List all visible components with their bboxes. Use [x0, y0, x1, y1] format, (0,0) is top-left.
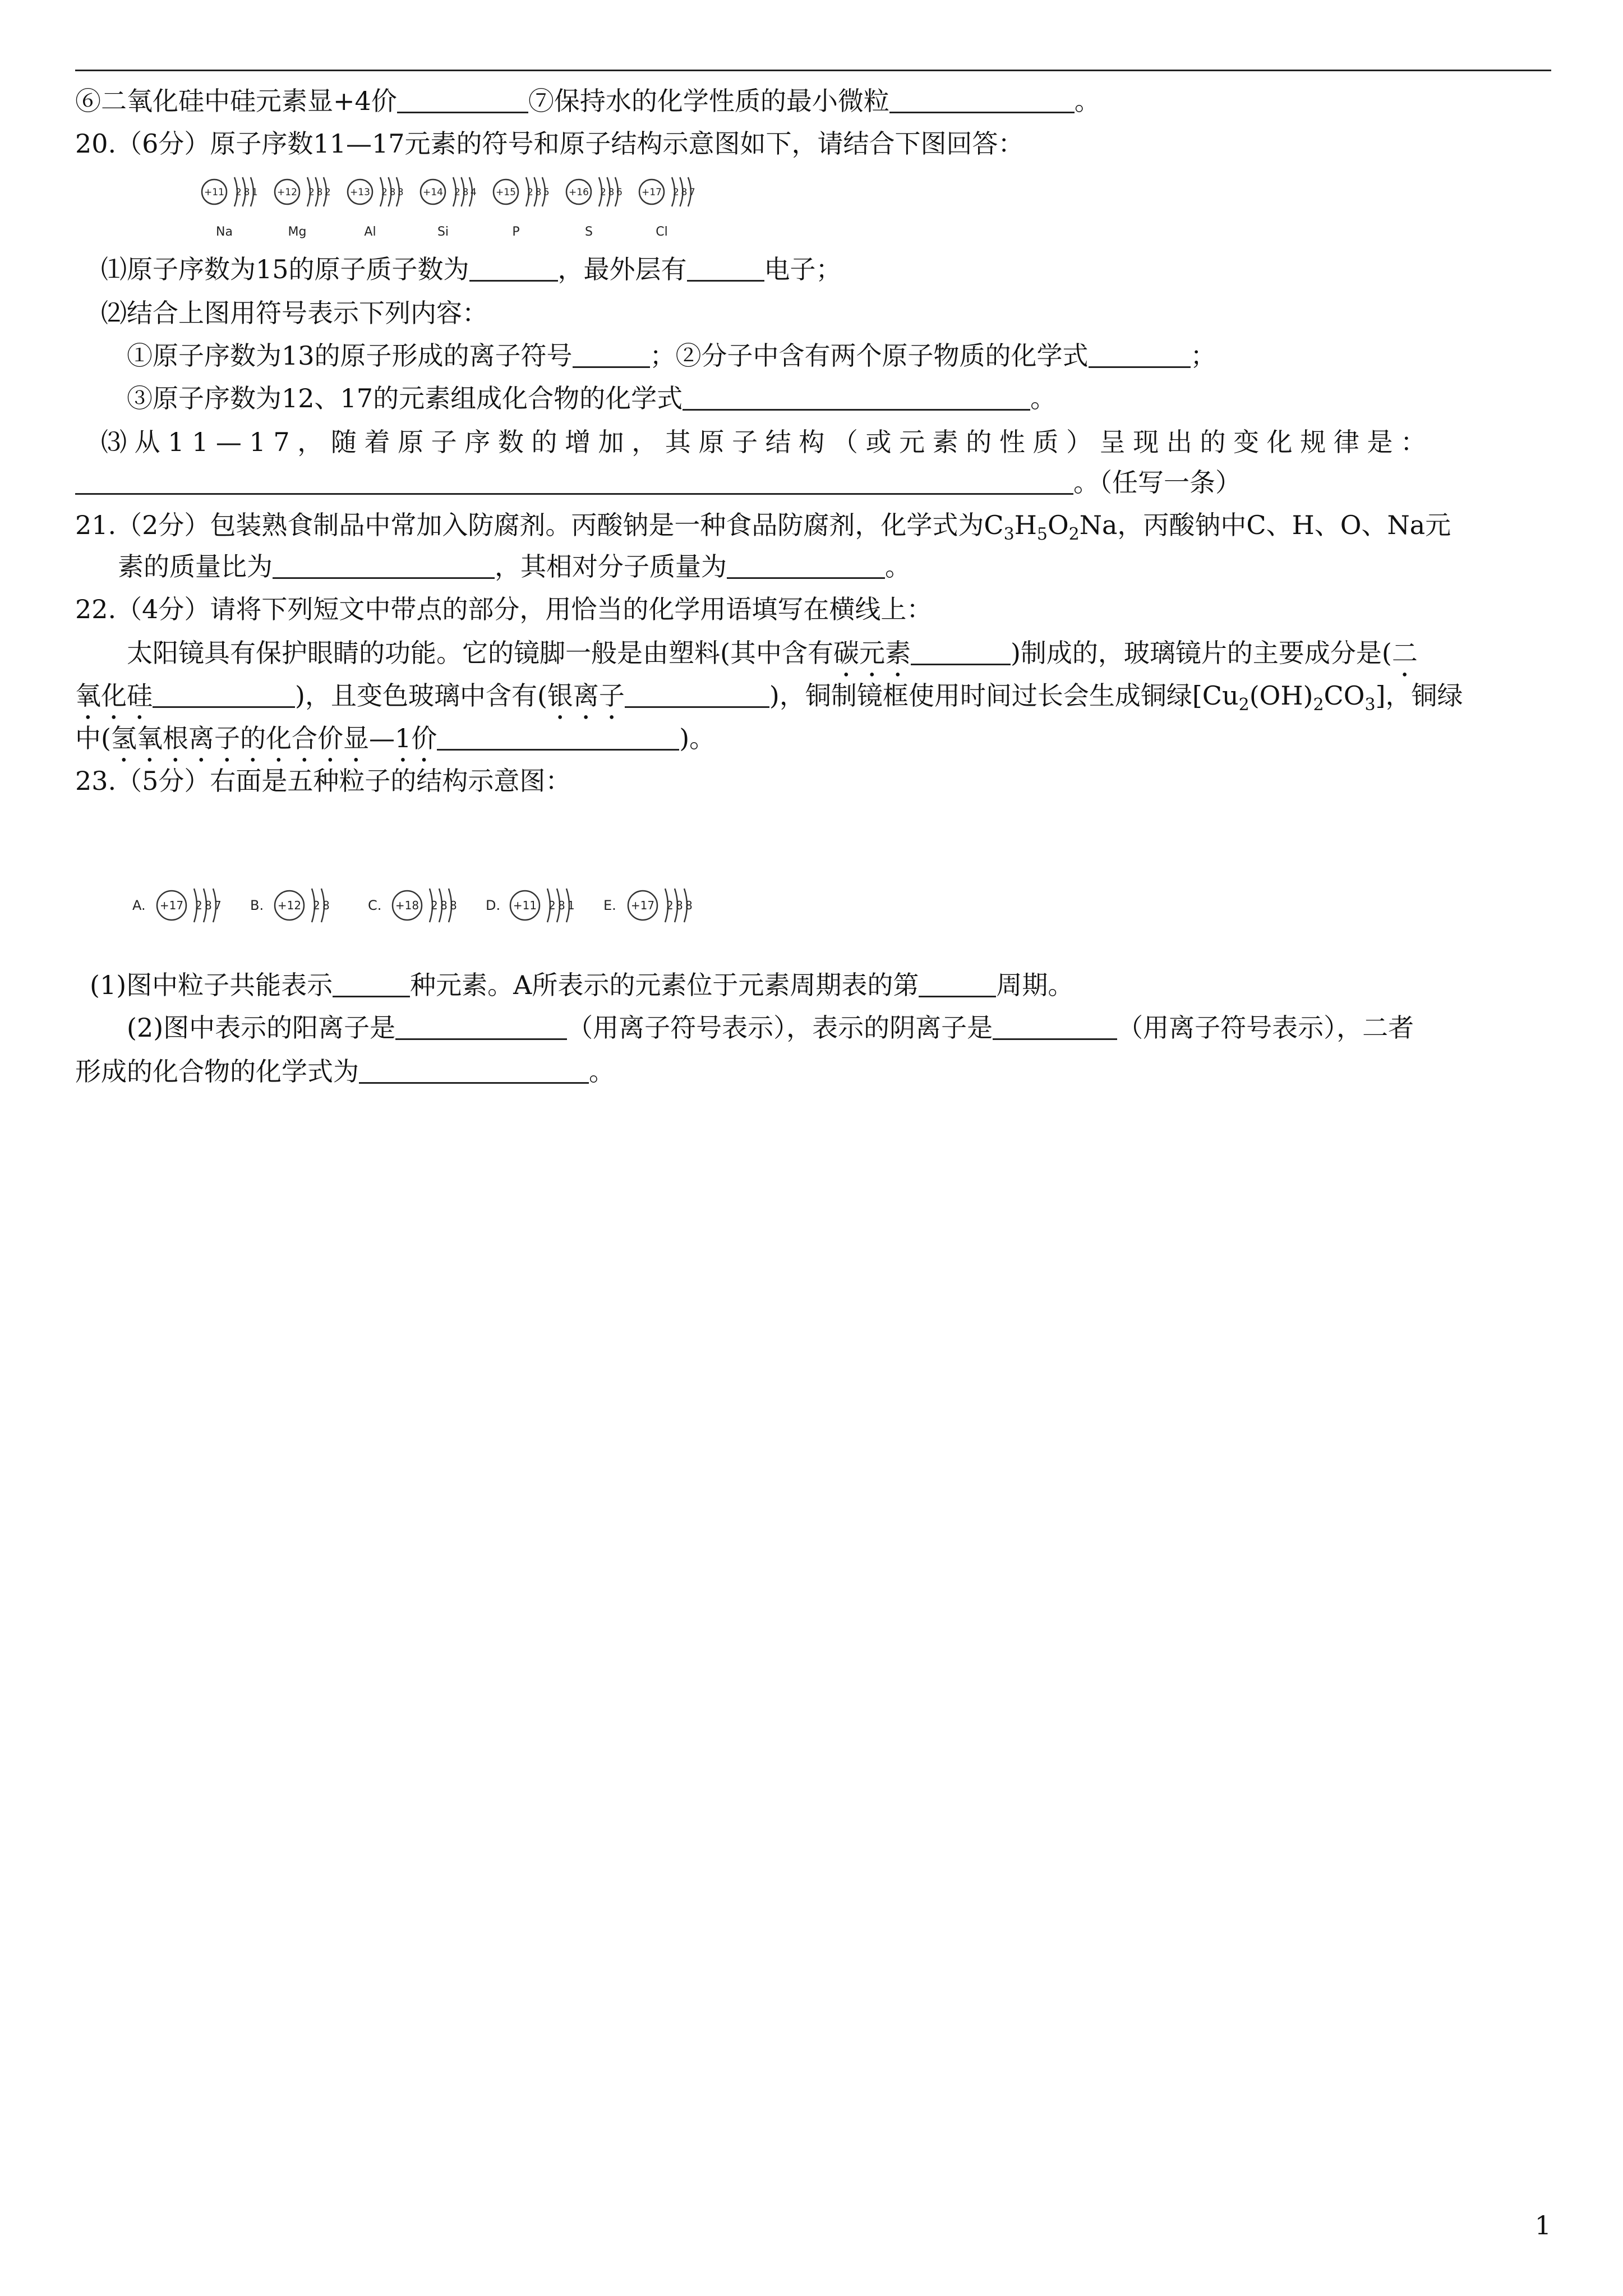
formula-part: (OH): [1249, 680, 1313, 711]
q22-blank3[interactable]: [625, 680, 769, 708]
shell-electron-count: 8: [316, 186, 323, 198]
atom-diagram-Cl: [639, 177, 695, 239]
particle-label: B.: [250, 898, 264, 913]
q20-p1-blank2[interactable]: [687, 254, 764, 282]
q23-blank2[interactable]: [919, 970, 996, 997]
shell-electron-count: 2: [548, 899, 556, 912]
atom-diagram-P: [494, 177, 550, 239]
q22-text: 太阳镜具有保护眼睛的功能。它的镜脚一般是由塑料(其中含有: [127, 638, 833, 668]
shell-electron-count: 2: [666, 899, 674, 912]
q22-text: )，铜制镜框使用时间过长会生成铜绿[Cu: [769, 680, 1239, 711]
shell-electron-count: 7: [214, 899, 222, 912]
q19-items-line: [75, 84, 1100, 118]
shell-electron-count: 2: [527, 186, 533, 198]
q23-text: 种元素。A所表示的元素位于元素周期表的第: [410, 970, 919, 1000]
q20-part3-answer: [75, 466, 1241, 499]
q20-p1-blank1[interactable]: [469, 254, 558, 282]
q20-p21-text-a: ①原子序数为13的原子形成的离子符号: [127, 341, 573, 371]
punct: 。: [885, 551, 911, 582]
nucleus-charge: +17: [642, 186, 662, 198]
q20-p23-blank[interactable]: [683, 383, 1030, 411]
q20-p1-text-c: 电子；: [764, 254, 842, 284]
shell-electron-count: 8: [440, 899, 448, 912]
q22-line3: [75, 721, 715, 768]
punct: 。: [1074, 86, 1100, 116]
element-symbol: P: [512, 225, 520, 239]
q20-part2-3: [127, 381, 1056, 415]
q21-blank2[interactable]: [727, 551, 885, 579]
shell-electron-count: 5: [543, 186, 550, 198]
shell-electron-count: 2: [454, 186, 460, 198]
q20-p1-text-b: ，最外层有: [557, 254, 687, 284]
subscript: 2: [1238, 695, 1249, 715]
q20-p21-blank1[interactable]: [573, 341, 650, 368]
shell-electron-count: 2: [236, 186, 242, 198]
atom-diagram-Si: [421, 177, 477, 239]
atom-diagram-Mg: [275, 177, 331, 239]
element-symbol: Cl: [656, 225, 668, 239]
particle-diagram-1: [275, 889, 330, 922]
q20-p21-text-b: ；②分子中含有两个原子物质的化学式: [649, 341, 1089, 371]
particle-label: C.: [368, 898, 382, 913]
atom-diagram-Na: [202, 177, 258, 239]
q22-text: )。: [679, 723, 716, 753]
q22-dotted-text: 碳元素: [833, 638, 911, 668]
nucleus-charge: +18: [395, 899, 419, 912]
element-symbol: Na: [216, 225, 233, 239]
q23-part2: [127, 1011, 1414, 1045]
q20-p1-text-a: ⑴原子序数为15的原子质子数为: [101, 254, 469, 284]
q21-text-d: ，其相对分子质量为: [495, 551, 727, 582]
particle-label: D.: [486, 898, 501, 913]
q19-item7-text: ⑦保持水的化学性质的最小微粒: [528, 86, 889, 116]
subscript: 3: [1364, 695, 1376, 715]
q22-blank1[interactable]: [911, 638, 1011, 665]
q21-blank1[interactable]: [273, 551, 495, 579]
q23-part3: [75, 1055, 615, 1088]
q23-text: 。: [589, 1056, 615, 1087]
subscript: 2: [1068, 524, 1080, 544]
nucleus-charge: +12: [277, 899, 302, 912]
q22-dotted-text: 银离子: [547, 680, 625, 711]
atom-diagram-Al: [348, 177, 404, 239]
q20-part1: [101, 252, 842, 286]
q22-dotted-text: 二: [1391, 638, 1418, 668]
q22-line2: [75, 679, 1463, 725]
q22-dotted-text: 氧化硅: [75, 680, 153, 711]
shell-electron-count: 8: [608, 186, 615, 198]
shell-electron-count: 1: [251, 186, 258, 198]
shell-electron-count: 2: [673, 186, 679, 198]
nucleus-charge: +14: [423, 186, 443, 198]
q23-text: （用离子符号表示），二者: [1117, 1013, 1414, 1043]
shell-electron-count: 8: [535, 186, 542, 198]
subscript: 2: [1313, 695, 1324, 715]
shell-electron-count: 2: [195, 899, 202, 912]
q21-line2: [118, 550, 911, 583]
particle-diagram-4: [628, 889, 693, 922]
shell-electron-count: 8: [389, 186, 396, 198]
q19-item7-blank[interactable]: [889, 86, 1075, 113]
particle-label: E.: [603, 898, 616, 913]
shell-electron-count: 8: [243, 186, 250, 198]
shell-electron-count: 2: [313, 899, 320, 912]
q22-stem: 22.（4分）请将下列短文中带点的部分，用恰当的化学用语填写在横线上：: [75, 594, 933, 624]
q19-item6-text: ⑥二氧化硅中硅元素显+4价: [75, 86, 397, 116]
q20-p21-blank2[interactable]: [1089, 341, 1191, 368]
q23-stem: 23.（5分）右面是五种粒子的结构示意图：: [75, 766, 571, 796]
formula-part: CO: [1324, 680, 1365, 711]
nucleus-charge: +13: [350, 186, 370, 198]
shell-electron-count: 3: [397, 186, 404, 198]
atom-structures-figure: [196, 168, 701, 247]
particle-diagram-0: [157, 889, 222, 922]
nucleus-charge: +11: [204, 186, 224, 198]
q21-text-b: Na，丙酸钠中C、H、O、Na元: [1079, 510, 1451, 540]
q22-text: )制成的，玻璃镜片的主要成分是(: [1010, 638, 1392, 668]
element-symbol: Mg: [288, 225, 307, 239]
shell-electron-count: 8: [462, 186, 469, 198]
q23-blank5[interactable]: [359, 1056, 589, 1084]
q22-line1: [127, 636, 1418, 683]
element-symbol: S: [585, 225, 593, 239]
shell-electron-count: 2: [431, 899, 438, 912]
q23-text: 形成的化合物的化学式为: [75, 1056, 359, 1087]
shell-electron-count: 8: [450, 899, 457, 912]
q23-text: （用离子符号表示），表示的阴离子是: [567, 1013, 993, 1043]
shell-electron-count: 8: [322, 899, 330, 912]
particle-label: A.: [132, 898, 146, 913]
particle-structures-figure: [132, 875, 716, 937]
q20-stem: 20.（6分）原子序数11—17元素的符号和原子结构示意图如下，请结合下图回答：: [75, 128, 1024, 159]
element-symbol: Si: [437, 225, 449, 239]
shell-electron-count: 2: [381, 186, 388, 198]
formula-part: O: [1047, 510, 1069, 540]
shell-electron-count: 8: [685, 899, 693, 912]
q20-part2: ⑵结合上图用符号表示下列内容：: [101, 298, 488, 328]
shell-electron-count: 1: [568, 899, 575, 912]
nucleus-charge: +16: [569, 186, 589, 198]
particle-diagram-2: [393, 889, 457, 922]
nucleus-charge: +11: [513, 899, 537, 912]
punct: 。: [1030, 383, 1057, 413]
q23-text: (1)图中粒子共能表示: [90, 970, 333, 1000]
q22-dotted-text: 氢氧根离子的化合价显—1价: [110, 723, 437, 753]
shell-electron-count: 2: [600, 186, 606, 198]
q21-line1: [75, 508, 1451, 551]
nucleus-charge: +17: [630, 899, 655, 912]
shell-electron-count: 8: [558, 899, 565, 912]
formula-part: H: [1014, 510, 1037, 540]
q23-text: 周期。: [996, 970, 1074, 1000]
q20-p3-end: 。（任写一条）: [1073, 467, 1241, 498]
subscript: 3: [1003, 524, 1015, 544]
q23-blank4[interactable]: [993, 1013, 1117, 1040]
q22-blank4[interactable]: [437, 723, 679, 751]
q21-text-c: 素的质量比为: [118, 551, 273, 582]
q19-item6-blank[interactable]: [397, 86, 528, 113]
atom-diagram-S: [566, 177, 623, 239]
shell-electron-count: 4: [470, 186, 477, 198]
shell-electron-count: 7: [689, 186, 695, 198]
top-rule: [75, 70, 1551, 71]
page-number: 1: [1534, 2210, 1551, 2240]
shell-electron-count: 6: [616, 186, 623, 198]
element-symbol: Al: [364, 225, 376, 239]
q23-part1: [90, 968, 1073, 1002]
q23-blank1[interactable]: [333, 970, 410, 997]
q23-blank3[interactable]: [395, 1013, 567, 1040]
q22-text: ]，铜绿: [1375, 680, 1463, 711]
q20-part2-1: [127, 339, 1216, 372]
q23-text: (2)图中表示的阳离子是: [127, 1013, 396, 1043]
q20-p23-text: ③原子序数为12、17的元素组成化合物的化学式: [127, 383, 683, 413]
q21-text-a: 21.（2分）包装熟食制品中常加入防腐剂。丙酸钠是一种食品防腐剂，化学式为C: [75, 510, 1004, 540]
q20-part3: ⑶从11—17，随着原子序数的增加，其原子结构（或元素的性质）呈现出的变化规律是：: [101, 427, 1434, 457]
nucleus-charge: +17: [159, 899, 184, 912]
particle-diagram-3: [510, 889, 575, 922]
nucleus-charge: +15: [496, 186, 516, 198]
nucleus-charge: +12: [277, 186, 297, 198]
subscript: 5: [1036, 524, 1048, 544]
q22-text: )，且变色玻璃中含有(: [295, 680, 547, 711]
punct: ；: [1190, 341, 1216, 371]
shell-electron-count: 2: [308, 186, 315, 198]
q22-blank2[interactable]: [153, 680, 295, 708]
shell-electron-count: 2: [324, 186, 331, 198]
q22-text: 中(: [75, 723, 111, 753]
shell-electron-count: 8: [676, 899, 683, 912]
q20-p3-blank[interactable]: [75, 467, 1073, 495]
shell-electron-count: 8: [681, 186, 688, 198]
shell-electron-count: 8: [205, 899, 212, 912]
